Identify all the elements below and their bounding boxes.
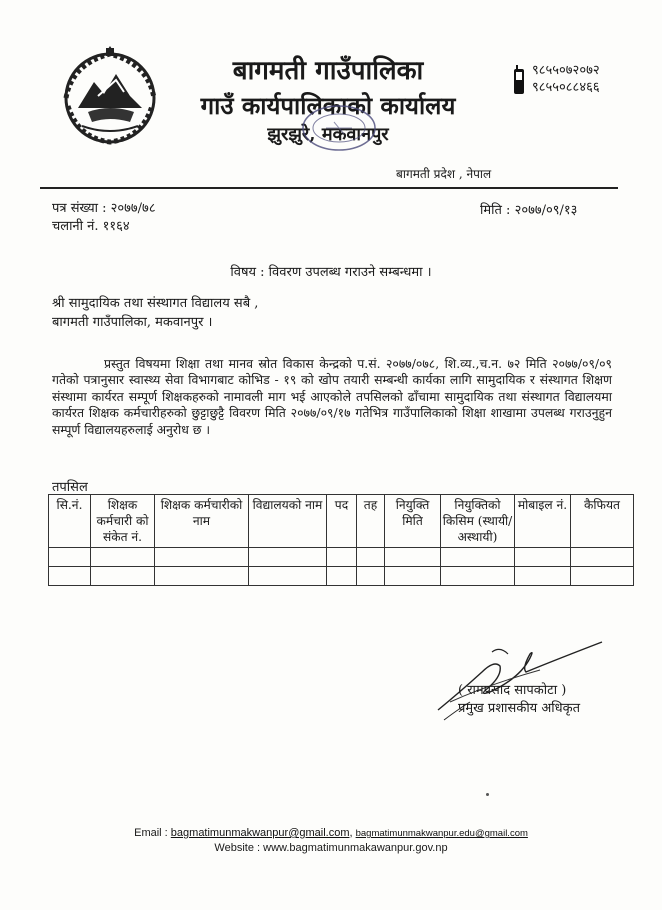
office-name: बागमती गाउँपालिका (232, 56, 424, 86)
recipient-address (52, 294, 258, 332)
annex-label: तपसिल (52, 480, 88, 495)
website-link[interactable]: www.bagmatimunmakawanpur.gov.np (263, 842, 448, 854)
column-header: शिक्षक कर्मचारी को संकेत नं. (91, 495, 155, 548)
email-label: Email : (134, 827, 171, 839)
email-separator: , (349, 827, 356, 839)
table-row (49, 567, 634, 586)
table-header-row (49, 495, 634, 548)
website-label: Website : (214, 842, 264, 854)
signatory-title: प्रमुख प्रशासकीय अधिकृत (458, 701, 581, 716)
column-header: तह (357, 495, 385, 548)
recipient-line: बागमती गाउँपालिका, मकवानपुर । (52, 315, 213, 330)
letter-body: प्रस्तुत विषयमा शिक्षा तथा मानव स्रोत विकास केन्द्रको प.सं. २०७७/०७८, शि.व्य.,च.न. ७२ मिति २०७७/०९/०९ गतेको पत्रानुसार स्वास्थ्य सेवा विभागबाट कोभिड - १९ को खोप तयारी सम्बन्धी कार्यका लागि सामुदायिक र संस्थागत शिक्षण संस्थामा कार्यरत सम्पूर्ण शिक्षकहरुको नामावली माग भई आएकोले तपसिलको ढाँचामा सामुदायिक तथा संस्थागत विद्यालयमा कार्यरत शिक्षक कर्मचारीहरुको छुट्टाछुट्टै विवरण मिति २०७७/०९/१७ गतेभित्र गाउँपालिकाको शिक्षा शाखामा उपलब्ध गराउनुहुन सम्पूर्ण विद्यालयहरुलाई अनुरोध छ । (52, 356, 612, 437)
footer-contact (0, 826, 662, 856)
phone-numbers (532, 62, 600, 96)
column-header: कैफियत (571, 495, 634, 548)
office-location: झुरझुरे, मकवानपुर (267, 124, 389, 145)
scan-speck (486, 793, 489, 796)
column-header: पद (327, 495, 357, 548)
mobile-phone-icon (513, 65, 525, 95)
letter-subject: विषय : विवरण उपलब्ध गराउने सम्बन्धमा । (230, 265, 432, 280)
signatory-name: ( रामप्रसाद सापकोटा ) (458, 683, 567, 698)
email-link-primary[interactable]: bagmatimunmakwanpur@gmail.com (170, 827, 350, 839)
reference-block (52, 200, 156, 236)
nepal-government-emblem-icon (58, 46, 162, 146)
footer-website-line (0, 841, 662, 856)
letter-date: मिति : २०७७/०९/१३ (480, 203, 578, 218)
reference-number: पत्र संख्या : २०७७/७८ (52, 201, 156, 216)
phone-number: ९८५५०७२०७२ (532, 63, 600, 78)
office-title: गाउँ कार्यपालिकाको कार्यालय (200, 91, 456, 120)
phone-number: ९८५५०८८४६६ (532, 80, 600, 95)
dispatch-number: चलानी नं. ११६४ (52, 219, 130, 234)
email-link-secondary[interactable]: bagmatimunmakwanpur.edu@gmail.com (355, 828, 528, 839)
header-divider (40, 187, 618, 189)
column-header: शिक्षक कर्मचारीको नाम (155, 495, 249, 548)
column-header: नियुक्तिको किसिम (स्थायी/ अस्थायी) (441, 495, 515, 548)
province-line: बागमती प्रदेश , नेपाल (396, 167, 492, 181)
recipient-line: श्री सामुदायिक तथा संस्थागत विद्यालय सबै , (52, 296, 259, 311)
column-header: सि.नं. (49, 495, 91, 548)
footer-email-line (0, 826, 662, 841)
column-header: मोबाइल नं. (515, 495, 571, 548)
column-header: नियुक्ति मिति (385, 495, 441, 548)
office-seal-stamp-icon (300, 104, 378, 152)
column-header: विद्यालयको नाम (249, 495, 327, 548)
teacher-details-table (48, 494, 634, 586)
table-row (49, 548, 634, 567)
